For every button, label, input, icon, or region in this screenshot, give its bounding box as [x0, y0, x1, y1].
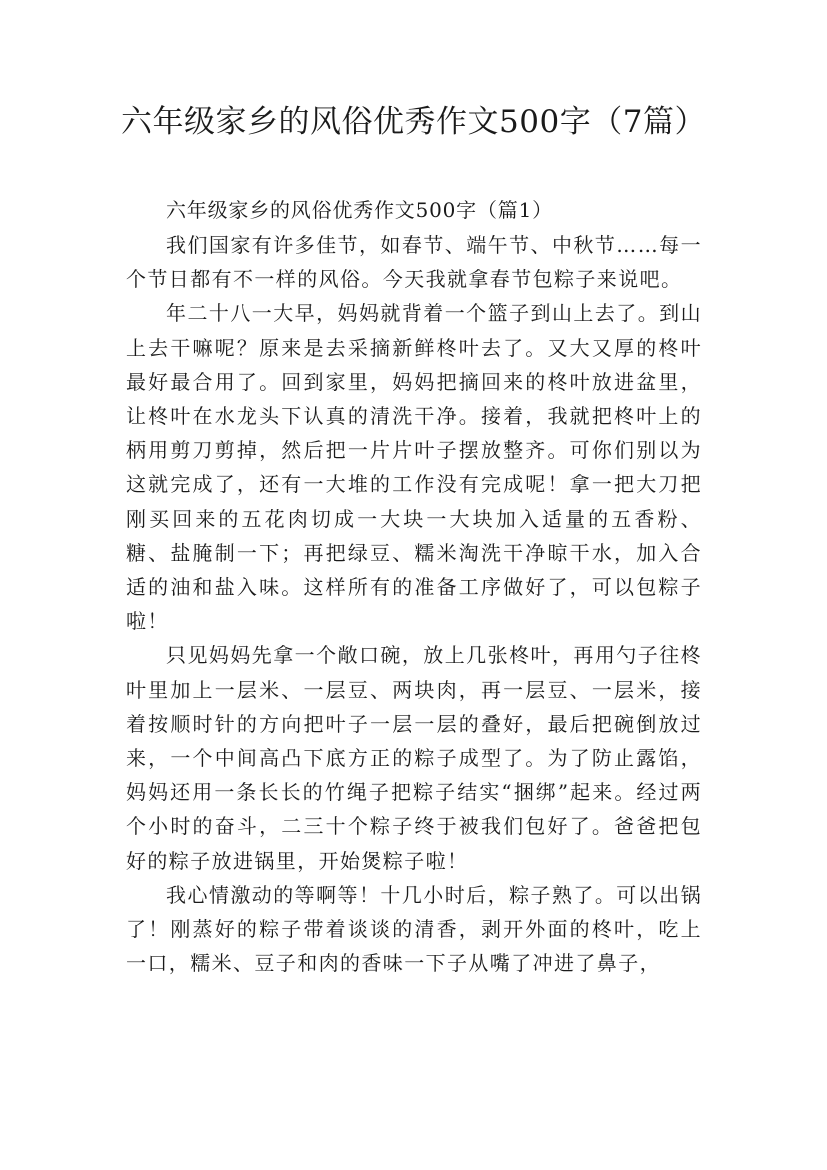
paragraph-3: 只见妈妈先拿一个敞口碗，放上几张柊叶，再用勺子往柊叶里加上一层米、一层豆、两块肉，再一层豆、一层米，接着按顺时针的方向把叶子一层一层的叠好，最后把碗倒放过来，一个中间高凸下底方正的粽子成型了。为了防止露馅，妈妈还用一条长长的竹绳子把粽子结实“捆绑”起来。经过两个小时的奋斗，二三十个粽子终于被我们包好了。爸爸把包好的粽子放进锅里，开始煲粽子啦！	[126, 643, 702, 873]
document-body	[126, 192, 702, 980]
paragraph-4: 我心情激动的等啊等！十几小时后，粽子熟了。可以出锅了！刚蒸好的粽子带着谈谈的清香，剥开外面的柊叶，吃上一口，糯米、豆子和肉的香味一下子从嘴了冲进了鼻子，	[126, 882, 702, 976]
paragraph-2: 年二十八一大早，妈妈就背着一个篮子到山上去了。到山上去干嘛呢？原来是去采摘新鲜柊叶去了。又大又厚的柊叶最好最合用了。回到家里，妈妈把摘回来的柊叶放进盆里，让柊叶在水龙头下认真的清洗干净。接着，我就把柊叶上的柄用剪刀剪掉，然后把一片片叶子摆放整齐。可你们别以为这就完成了，还有一大堆的工作没有完成呢！拿一把大刀把刚买回来的五花肉切成一大块一大块加入适量的五香粉、糖、盐腌制一下；再把绿豆、糯米淘洗干净晾干水，加入合适的油和盐入味。这样所有的准备工序做好了，可以包粽子啦！	[126, 301, 702, 634]
section-heading: 六年级家乡的风俗优秀作文500字（篇1）	[166, 198, 553, 222]
paragraph-1: 我们国家有许多佳节，如春节、端午节、中秋节……每一个节日都有不一样的风俗。今天我就拿春节包粽子来说吧。	[126, 233, 702, 292]
document-title: 六年级家乡的风俗优秀作文500字（7篇）	[121, 104, 706, 140]
